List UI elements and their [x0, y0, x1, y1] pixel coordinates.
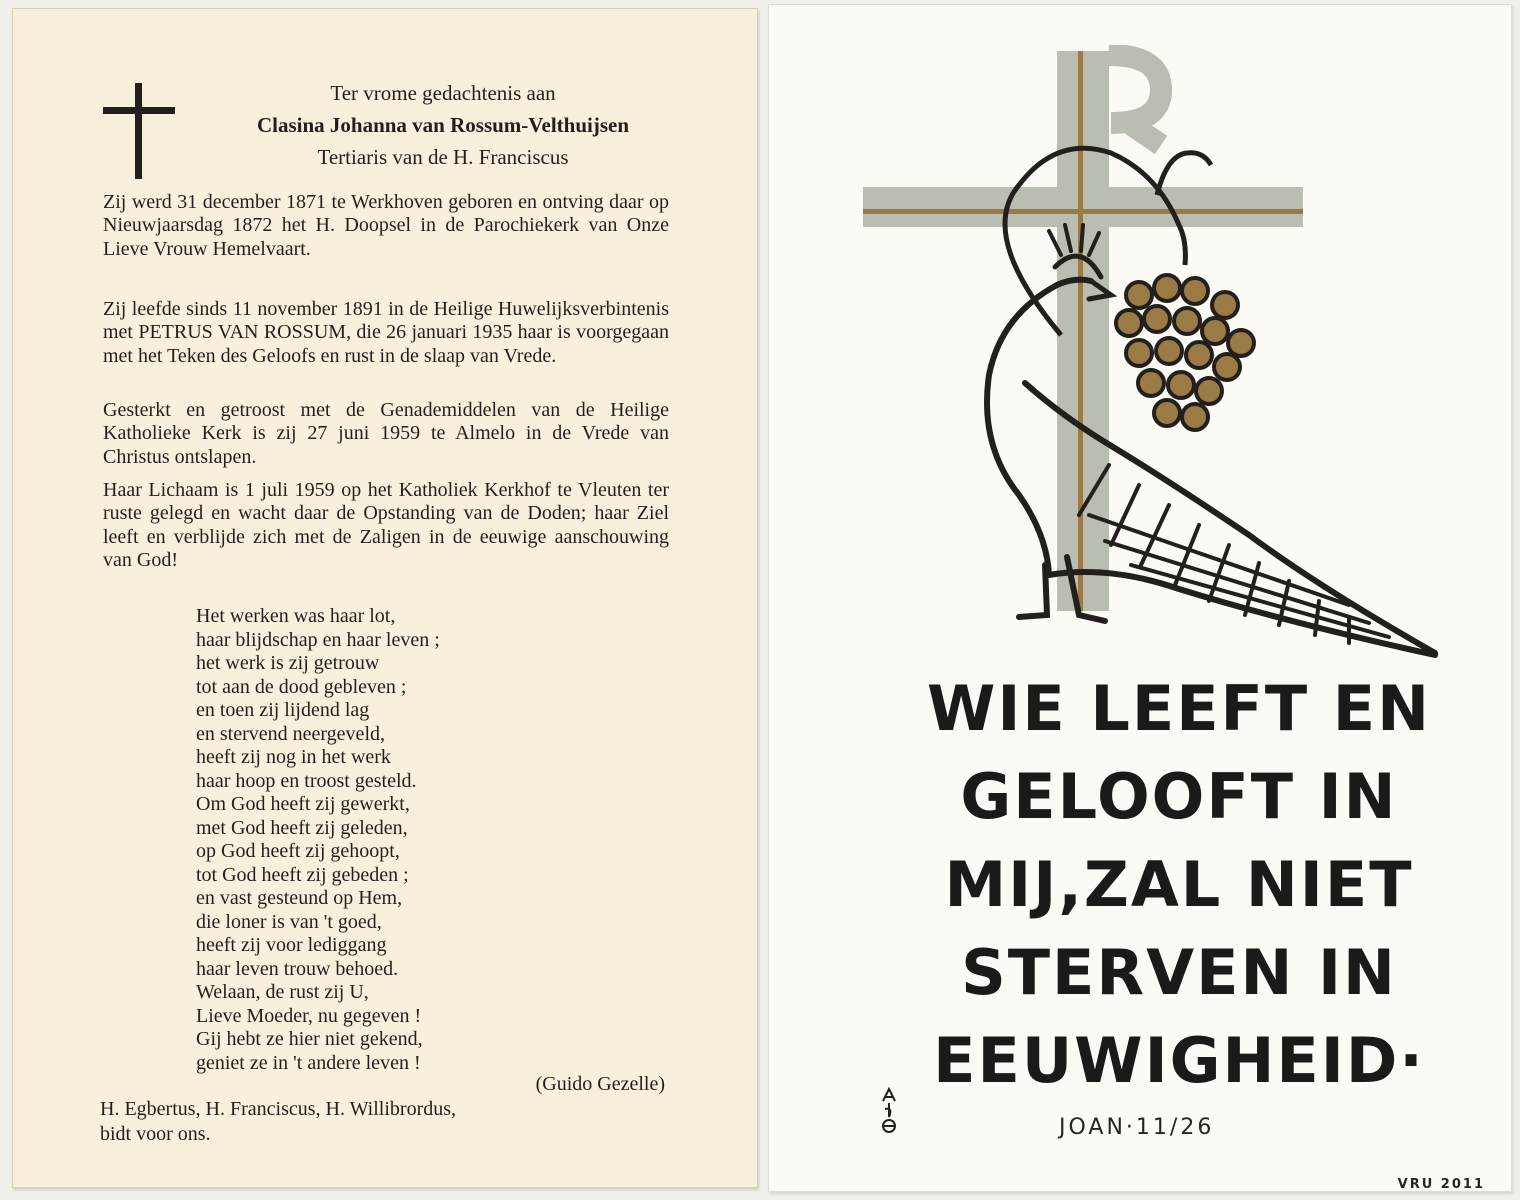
poem-line: heeft zij nog in het werk: [196, 746, 391, 768]
closing-prayer-line: H. Egbertus, H. Franciscus, H. Willibrordus,: [100, 1098, 457, 1120]
bible-verse-reference: JOAN·11/26: [1059, 1115, 1215, 1140]
poem-line: geniet ze in 't andere leven !: [196, 1051, 421, 1074]
grape-cluster-icon: [1116, 275, 1254, 430]
poem-line: met God heeft zij geleden,: [196, 816, 408, 839]
poem-line: Welaan, de rust zij U,: [196, 981, 369, 1003]
header-line-memory: Ter vrome gedachtenis aan: [330, 81, 556, 105]
poem-line: en toen zij lijdend lag: [196, 699, 370, 721]
paragraph-burial: Haar Lichaam is 1 juli 1959 op het Katholiek Kerkhof te Vleuten ter ruste gelegd en wacht daar de Opstanding van de Doden; haar Ziel leeft en verblijde zich met de Zaligen in de eeuwige aanschouwing van God!: [103, 479, 669, 571]
poem-line: tot aan de dood gebleven ;: [196, 675, 407, 698]
poem-line: tot God heeft zij gebeden ;: [196, 863, 409, 886]
cross-icon: [103, 83, 179, 181]
header-line-tertiary: Tertiaris van de H. Franciscus: [317, 145, 569, 169]
peacock-icon: [987, 225, 1435, 655]
closing-prayer-line: bidt voor ons.: [100, 1123, 211, 1145]
motto-line: WIE LEEFT EN: [926, 672, 1432, 745]
poem-line: haar hoop en troost gesteld.: [196, 769, 417, 792]
poem-line: Lieve Moeder, nu gegeven !: [196, 1004, 422, 1027]
deceased-name: Clasina Johanna van Rossum-Velthuijsen: [256, 113, 630, 137]
poem-line: Het werken was haar lot,: [196, 605, 396, 627]
poem-line: het werk is zij getrouw: [196, 652, 380, 674]
paragraph-birth: Zij werd 31 december 1871 te Werkhoven geboren en ontving daar op Nieuwjaarsdag 1872 het H. Doopsel in de Parochiekerk van Onze Lieve Vrouw Hemelvaart.: [103, 191, 669, 260]
motto-text: [859, 665, 1499, 1105]
paragraph-marriage: Zij leefde sinds 11 november 1891 in de Heilige Huwelijksverbintenis met PETRUS VAN ROSSUM, die 26 januari 1935 haar is voorgegaan met het Teken des Geloofs en rust in de slaap van Vrede.: [103, 298, 669, 367]
peacock-cross-illustration: [849, 45, 1449, 675]
printer-code: VRU 2011: [1397, 1177, 1485, 1192]
poem-line: haar leven trouw behoed.: [196, 957, 399, 980]
motto-line: STERVEN IN: [961, 936, 1397, 1009]
poem-line: en stervend neergeveld,: [196, 722, 385, 745]
poem-line: en vast gesteund op Hem,: [196, 887, 403, 909]
motto-line: EEUWIGHEID·: [933, 1024, 1425, 1097]
motto-line: MIJ,ZAL NIET: [944, 848, 1414, 921]
poem-line: heeft zij voor lediggang: [196, 934, 387, 956]
memorial-card-image-side: [768, 4, 1512, 1192]
memorial-card-text-side: [12, 8, 758, 1188]
motto-line: GELOOFT IN: [960, 760, 1398, 833]
paragraph-death: Gesterkt en getroost met de Genademiddelen van de Heilige Katholieke Kerk is zij 27 juni 1959 te Almelo in de Vrede van Christus ontslapen.: [103, 399, 669, 468]
poem-line: Gij hebt ze hier niet gekend,: [196, 1028, 423, 1050]
poem-line: die loner is van 't goed,: [196, 910, 382, 933]
poem-line: haar blijdschap en haar leven ;: [196, 628, 440, 651]
poem-attribution: (Guido Gezelle): [535, 1073, 665, 1095]
artist-monogram-icon: [879, 1087, 899, 1135]
poem-line: op God heeft zij gehoopt,: [196, 840, 400, 862]
poem-line: Om God heeft zij gewerkt,: [196, 793, 410, 815]
